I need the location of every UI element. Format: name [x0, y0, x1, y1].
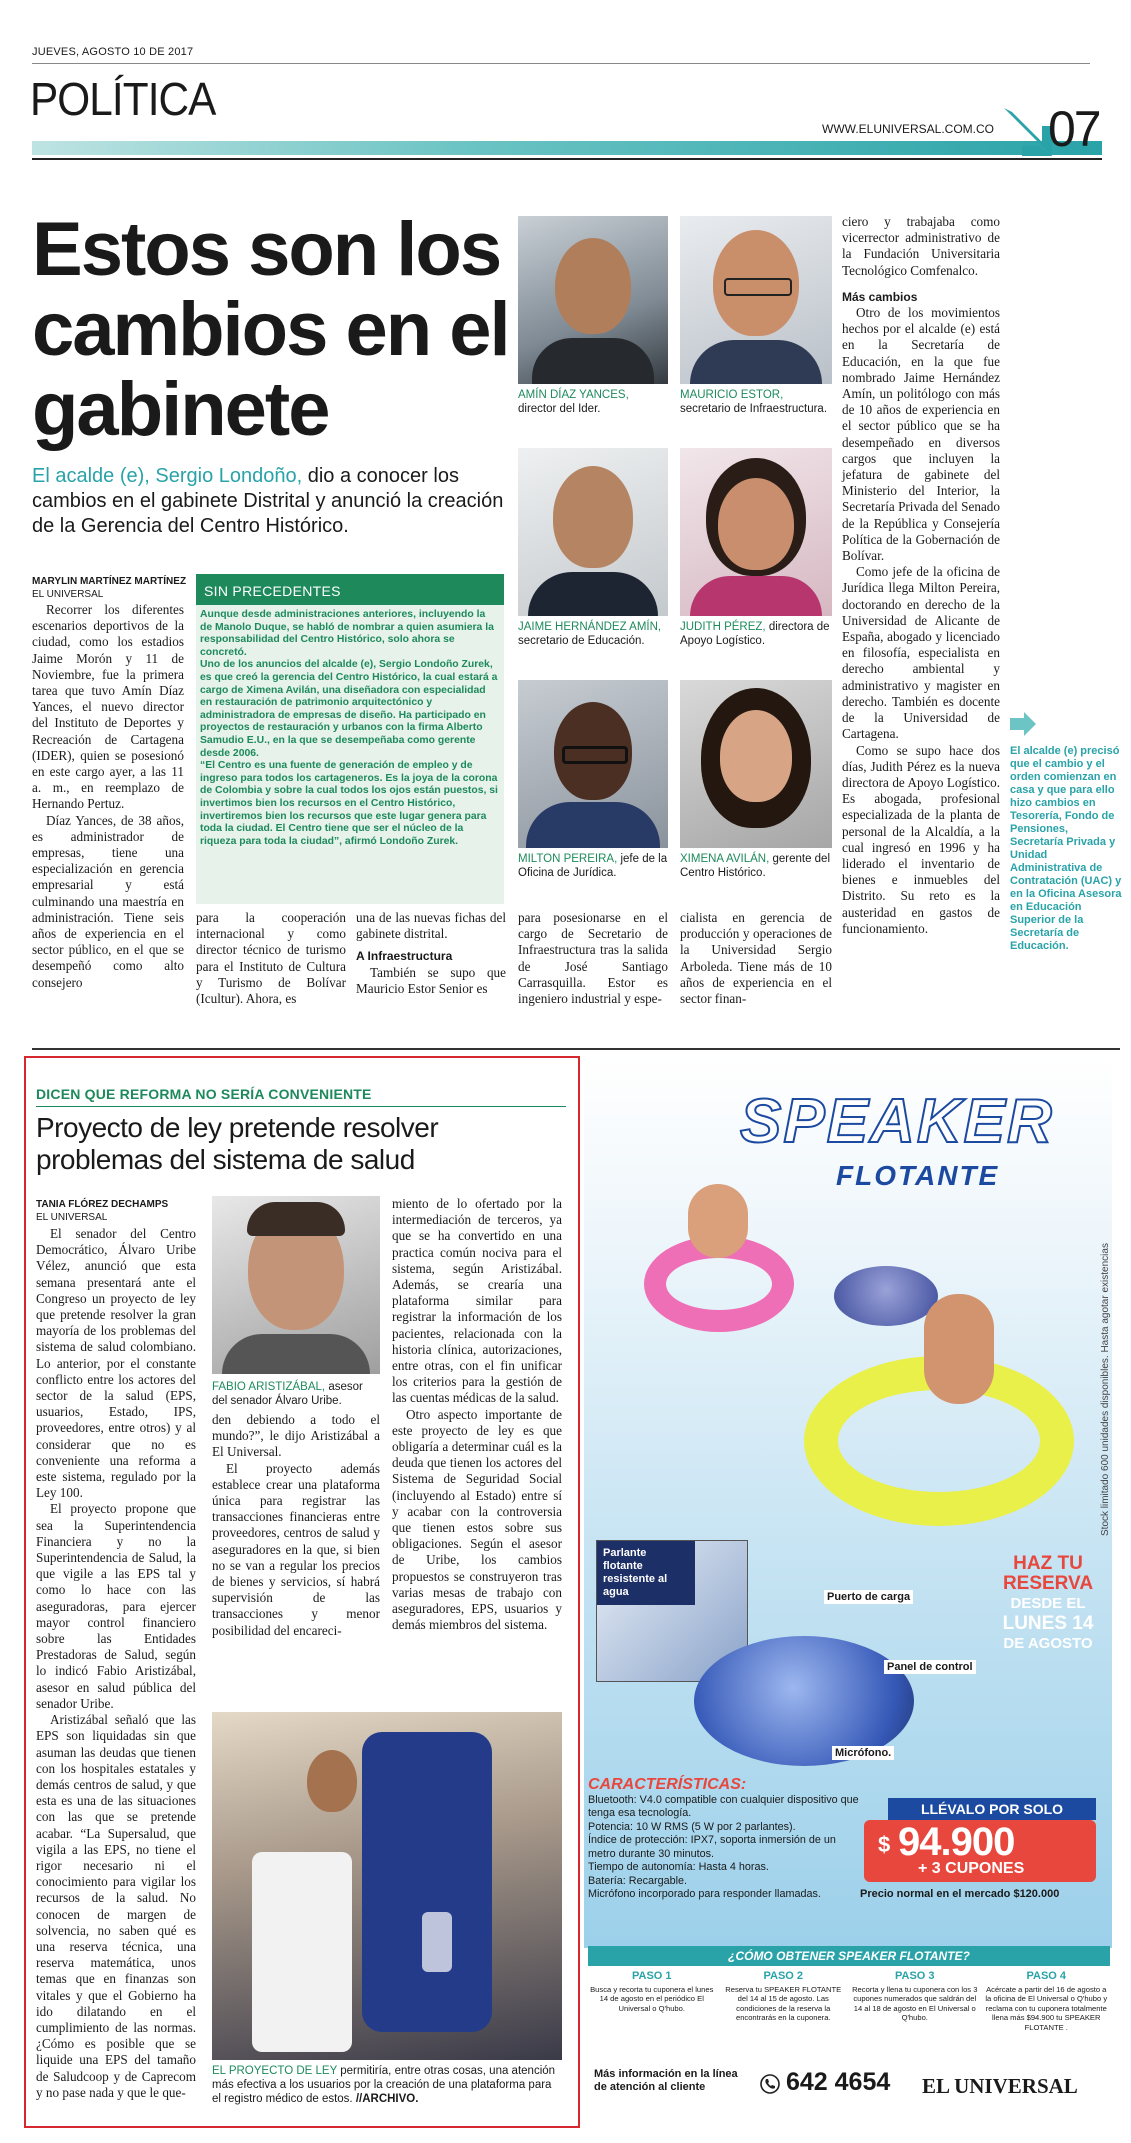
issue-date: JUEVES, AGOSTO 10 DE 2017 — [32, 46, 194, 58]
label-mic: Micrófono. — [832, 1746, 894, 1760]
label-panel: Panel de control — [884, 1660, 976, 1674]
step: PASO 4 Acércate a partir del 16 de agosto a la oficina de El Universal o Q'hubo y reclama con tu cuponera totalmente llena más $94.900 tu SPEAKER FLOTANTE . — [985, 1970, 1108, 2032]
website-url[interactable]: WWW.ELUNIVERSAL.COM.CO — [822, 122, 995, 136]
swimmer-girl — [688, 1184, 748, 1258]
label-port: Puerto de carga — [824, 1590, 913, 1604]
feature-item: Potencia: 10 W RMS (5 W por 2 parlantes). — [588, 1820, 796, 1833]
byline-name: TANIA FLÓREZ DECHAMPS — [36, 1199, 169, 1210]
ad-title: SPEAKER — [740, 1087, 1054, 1156]
paragraph: para posesionarse en el cargo de Secretario de Infraestructura tras la salida de José Santiago Carrasquilla. Estor es ingeniero industrial y espe- — [518, 910, 668, 1007]
header-teal-bar — [32, 141, 1102, 155]
photo-jaime-hernandez — [518, 448, 668, 616]
main-deck — [32, 464, 504, 539]
side-note — [1010, 712, 1122, 953]
brand-logo: EL UNIVERSAL — [922, 2074, 1078, 2098]
header-top-rule — [32, 63, 1090, 64]
deck-highlight: El acalde (e), Sergio Londoño, — [32, 465, 303, 487]
photo-amin-diaz — [518, 216, 668, 384]
price-value: 94.900 — [898, 1820, 1015, 1864]
page-number-box — [1000, 64, 1112, 156]
subhead: Más cambios — [842, 289, 918, 304]
deck-rest: dio a conocer los cambios en el gabinete Distrital y anunció la creación de la Gerencia del Centro Histórico. — [32, 465, 504, 537]
photo-judith-perez — [680, 448, 832, 616]
normal-price: Precio normal en el mercado $120.000 — [860, 1888, 1060, 1900]
step: PASO 1 Busca y recorta tu cuponera el lunes 14 de agosto en el periódico El Universal o Q'hubo. — [590, 1970, 714, 2013]
paragraph: Otro aspecto importante de este proyecto de ley es que obligaría a determinar cuál es la deuda que tienen los actores del Sistema de Seguridad Social (incluyendo al Estado) entre sí y acabar con la controversia que tienen estos sobre sus obligaciones. Según el asesor de Uribe, los cambios propuestos se construyeron tras varias mesas de trabajo con aseguradores, EPS, usuarios y demás miembros del sistema. — [392, 1406, 562, 1633]
features-block — [588, 1778, 866, 1902]
second-column-1 — [36, 1226, 196, 2101]
paragraph: una de las nuevas fichas del gabinete distrital. — [356, 910, 506, 942]
paragraph: den debiendo a todo el mundo?”, le dijo Aristizábal a El Universal. — [212, 1412, 380, 1460]
swimmer-woman — [924, 1294, 994, 1404]
reserve-callout: HAZ TU RESERVA DESDE EL LUNES 14 DE AGOSTO — [1002, 1553, 1094, 1652]
paragraph: Aristizábal señaló que las EPS son liquidadas sin que asuman las deudas que tienen con los hospitales estatales y demás centros de salud, y que esta es una de las situaciones con las que se pretende acabar. “La Supersalud, que vigila a las EPS, no tiene el rigor necesario ni el conocimiento para vigilar los recursos de la salud. No conocen de margen de solvencia, no saben qué es una reserva técnica, una reserva matemática, unos temas que en finanzas son vitales y que el Gobierno ha ido dilatando en el cumplimiento de las normas. ¿Cómo es posible que se liquide una EPS del tamaño de Saludcoop y de Caprecom y no pase nada y que le que- — [36, 1712, 196, 2100]
step: PASO 2 Reserva tu SPEAKER FLOTANTE del 14 al 15 de agosto. Las condiciones de la reserva la encontrarás en la cuponera. — [725, 1970, 842, 2023]
main-headline: Estos son los cambios en el gabinete — [32, 207, 509, 452]
paragraph: Como se supo hace dos días, Judith Pérez es la nueva directora de Apoyo Logístico. Es abogada, profesional especializada de la planta de personal de la Alcaldía, a la cual ingresó en 1996 y ha liderado el inventario de bienes e inmuebles del Distrito. Su reto es la austeridad en gastos de funcionamiento. — [842, 742, 1000, 936]
feature-item: Micrófono incorporado para responder llamadas. — [588, 1888, 821, 1900]
byline-name: MARYLIN MARTÍNEZ MARTÍNEZ — [32, 576, 187, 587]
second-byline — [36, 1198, 206, 1224]
paragraph: cialista en gerencia de producción y operaciones de la Universidad Sergio Arboleda. Tiene más de 10 años de experiencia en el sector finan- — [680, 910, 832, 1007]
paragraph: También se supo que Mauricio Estor Senior es — [356, 964, 506, 996]
steps-row — [588, 1970, 1110, 2054]
photo-milton-pereira — [518, 680, 668, 848]
ad-subtitle: FLOTANTE — [836, 1160, 1000, 1191]
main-column-5 — [680, 910, 832, 1007]
phone-icon — [760, 2074, 780, 2094]
main-column-4 — [518, 910, 668, 1007]
photo-caption: MAURICIO ESTOR, secretario de Infraestructura. — [680, 389, 828, 415]
header-bottom-rule — [32, 158, 1102, 160]
arrow-right-icon — [1010, 712, 1036, 736]
sidebar-paragraph: “El Centro es una fuente de generación de empleo y de ingreso para todos los cartageneros. Es la joya de la corona de Colombia y sobre la cual todos los ojos están puestos, si invertimos bien los recursos en el Centro Histórico, invertiremos bien los recursos que este lugar genera para toda la ciudad. El Centro tiene que ser el núcleo de la riqueza para toda la ciudad”, afirmó Londoño Zurek. — [200, 760, 498, 847]
side-note-text: El alcalde (e) precisó que el cambio y el orden comienzan en casa y que para ello hizo cambios en Tesorería, Fondo de Pensiones, Secretaría Privada y Unidad Administrativa de Contratación (UAC) y en la Oficina Asesora en Educación Superior de la Secretaría de Educación. — [1010, 745, 1122, 952]
paragraph: ciero y trabajaba como vicerrector administrativo de la Fundación Universitaria Tecnológico Comfenalco. — [842, 214, 1000, 278]
ad-vertical-note: Stock limitado 600 unidades disponibles. Hasta agotar existencias — [1100, 1243, 1111, 1536]
photo-caption: MILTON PEREIRA, jefe de la Oficina de Jurídica. — [518, 853, 668, 879]
photo-caption: AMÍN DÍAZ YANCES, director del Ider. — [518, 389, 629, 415]
feature-item: Índice de protección: IPX7, soporta inmersión de un metro durante 30 minutos. — [588, 1834, 836, 1860]
photo-ximena-avilan — [680, 680, 832, 848]
photo-mauricio-estor — [680, 216, 832, 384]
photo-caption: XIMENA AVILÁN, gerente del Centro Histórico. — [680, 853, 831, 879]
page-number: 07 — [1048, 101, 1100, 157]
floating-speaker-small — [834, 1266, 938, 1326]
section-title: POLÍTICA — [30, 73, 216, 125]
second-column-3 — [392, 1196, 562, 1633]
paragraph: miento de lo ofertado por la intermediación de terceros, ya que se ha convertido en una practica común nociva para el sistema, según Aristizábal. Además, se crearía una plataforma similar para registrar la información de los pacientes, relacionada con la historia clínica, autorizaciones, entre otras, con el fin unificar los criterios para la gestión de las cuentas médicas de la salud. — [392, 1196, 562, 1406]
price-coupons: + 3 CUPONES — [918, 1860, 1025, 1877]
photo-hospital — [212, 1712, 562, 2060]
photo-caption: JAIME HERNÁNDEZ AMÍN, secretario de Educación. — [518, 621, 662, 647]
page-separator — [32, 1048, 1120, 1050]
second-kicker: DICEN QUE REFORMA NO SERÍA CONVENIENTE — [36, 1086, 372, 1102]
photo-fabio-aristizabal — [212, 1196, 380, 1374]
how-title: ¿CÓMO OBTENER SPEAKER FLOTANTE? — [588, 1946, 1110, 1966]
feature-item: Tiempo de autonomía: Hasta 4 horas. — [588, 1861, 769, 1873]
photo-caption: JUDITH PÉREZ, directora de Apoyo Logístico. — [680, 621, 830, 647]
price-label: LLÉVALO POR SOLO — [888, 1798, 1096, 1820]
paragraph: El proyecto propone que sea la Superintendencia Financiera y no la Superintendencia de Salud, la que vigile a las EPS tal y como lo hace con las aseguradoras, para ejercer mayor control financiero sobre las Entidades Prestadoras de Salud, según lo indicó Fabio Aristizábal, asesor en salud pública del senador Uribe. — [36, 1501, 196, 1711]
sidebar-paragraph: Uno de los anuncios del alcalde (e), Sergio Londoño Zurek, es que creó la gerencia del Centro Histórico, la cual estará a cargo de Ximena Avilán, una diseñadora con especialidad en restauración de patrimonio arquitectónico y administradora de empresas de diseño. Ha participado en proyectos de restauración y urbanos con la firma Alberto Samudio E.U., en la que se desempeñaba como gerente desde 2006. — [200, 659, 498, 759]
step: PASO 3 Recorta y llena tu cuponera con los 3 cupones numerados que saldrán del 14 al 18 de agosto en El Universal o Q'hubo. — [852, 1970, 978, 2023]
price-currency: $ — [878, 1832, 891, 1857]
main-byline — [32, 575, 192, 601]
info-text: Más información en la línea de atención al cliente — [594, 2068, 738, 2093]
paragraph: El senador del Centro Democrático, Álvaro Uribe Vélez, anunció que esta semana presentará ante el Congreso un proyecto de ley que pretende resolver la gran mayoría de los problemas del sistema de salud colombiano. Lo anterior, por el constante conflicto entre los actores del sector de la salud (EPS, usuarios, Estado, IPS, proveedores, entre otros) y al considerar que no es conveniente una reforma a este sistema, regulado por la Ley 100. — [36, 1226, 196, 1501]
sidebar-title: SIN PRECEDENTES — [196, 574, 504, 605]
photo-caption: FABIO ARISTIZÁBAL, asesor del senador Álvaro Uribe. — [212, 1381, 363, 1407]
second-kicker-rule — [36, 1106, 566, 1107]
byline-org: EL UNIVERSAL — [32, 589, 104, 600]
subhead: A Infraestructura — [356, 949, 453, 964]
sidebar-box — [196, 574, 504, 904]
bottom-photo-caption: EL PROYECTO DE LEY permitiría, entre otras cosas, una atención más efectiva a los usuarios por la creación de una plataforma para el registro médico de estos. //ARCHIVO. — [212, 2065, 556, 2105]
main-right-column — [842, 214, 1000, 937]
main-column-2 — [196, 910, 346, 1007]
second-column-2 — [212, 1412, 380, 1639]
main-column-3 — [356, 910, 506, 997]
paragraph: Otro de los movimientos hechos por el alcalde (e) está en la Secretaría de Educación, en la que fue nombrado Jaime Hernández Amín, un politólogo con más de 10 años de experiencia en el sector público que se ha desempeñado en diversos cargos que incluyen la jefatura de gabinete del Ministerio del Interior, la Secretaría Privada del Senado de la República y Consejería Política de la Gobernación de Bolívar. — [842, 305, 1000, 564]
feature-item: Batería: Recargable. — [588, 1874, 688, 1887]
paragraph: Recorrer los diferentes escenarios deportivos de la ciudad, como los estadios Jaime Morón y 11 de Noviembre, fue la primera tarea que tuvo Amín Díaz Yances, el nuevo director del Instituto de Deportes y Recreación de Cartagena (IDER), quien se posesionó en este cargo ayer, a las 11 a. m., en reemplazo de Hernando Pertuz. — [32, 602, 184, 812]
features-title: CARACTERÍSTICAS: — [588, 1776, 747, 1793]
paragraph: El proyecto además establece crear una plataforma única para registrar las transacciones financieras entre proveedores, centros de salud y aseguradores en la que, si bien no se van a regular los precios de bienes y servicios, sí habrá supervisión de las transacciones y menor posibilidad del encareci- — [212, 1460, 380, 1638]
main-column-1 — [32, 602, 184, 991]
sidebar-paragraph: Aunque desde administraciones anteriores, incluyendo la de Manolo Duque, se habló de nombrar a quien asumiera la responsabilidad del Centro Histórico, solo ahora se concretó. — [200, 609, 494, 658]
paragraph: Díaz Yances, de 38 años, es administrador de empresas, tiene una especialización en gerencia empresarial y está culminando una maestría en administración. Tiene seis años de experiencia en el sector público, en el que se desempeñó como alto consejero — [32, 812, 184, 990]
feature-item: Bluetooth: V4.0 compatible con cualquier dispositivo que tenga esa tecnología. — [588, 1793, 859, 1819]
byline-org: EL UNIVERSAL — [36, 1212, 108, 1223]
second-headline: Proyecto de ley pretende resolver problemas del sistema de salud — [36, 1112, 439, 1175]
product-box-label: Parlante flotante resistente al agua — [597, 1541, 695, 1605]
paragraph: para la cooperación internacional y como director técnico de turismo para el Instituto de Cultura y Turismo de Bolívar (Icultur). Ahora, es — [196, 910, 346, 1007]
phone-number[interactable]: 642 4654 — [786, 2068, 891, 2096]
paragraph: Como jefe de la oficina de Jurídica llega Milton Pereira, doctorando en derecho de la Universidad de Alicante de España, abogado y licenciado en filosofía, especialista en derecho ambiental y administrativo y magister en derecho. También es docente de la Universidad de Cartagena. — [842, 564, 1000, 742]
price-box — [858, 1798, 1104, 1908]
